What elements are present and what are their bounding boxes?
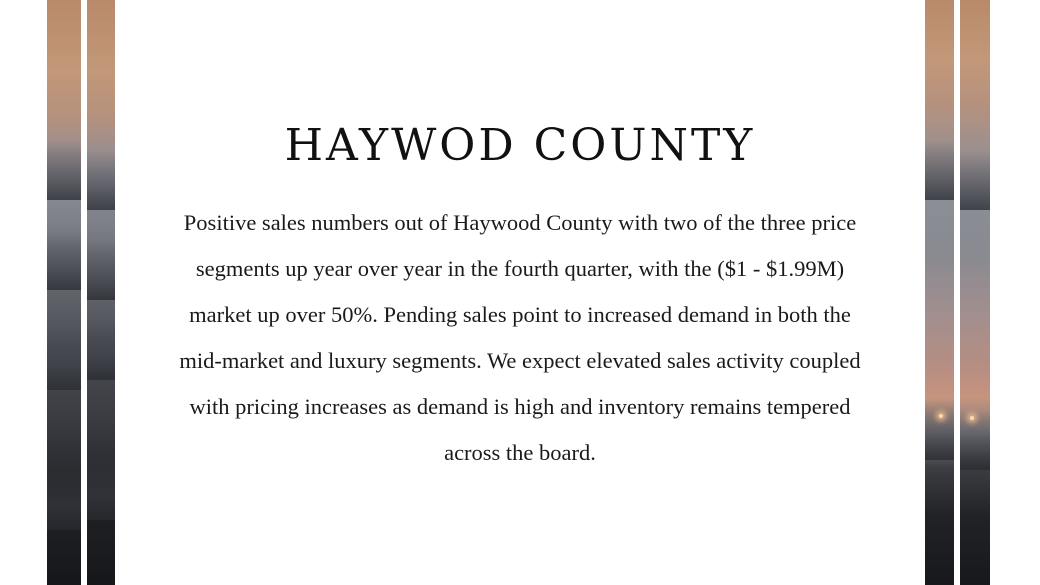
city-light-icon	[970, 416, 974, 420]
mountain-ridge-icon	[960, 150, 990, 210]
mountain-ridge-icon	[47, 140, 81, 200]
right-outer-mountain-strip	[960, 0, 990, 585]
mountain-ridge-icon	[960, 410, 990, 470]
mountain-ridge-icon	[925, 400, 954, 460]
mountain-ridge-icon	[87, 150, 115, 210]
mountain-ridge-icon	[47, 330, 81, 390]
city-light-icon	[939, 414, 943, 418]
content-block	[160, 118, 880, 476]
page-title: HAYWOD COUNTY	[284, 120, 756, 171]
summary-paragraph: Positive sales numbers out of Haywood County with two of the three price segments up year over year in the fourth quarter, with the ($1 - $1.99M) market up over 50%. Pending sales point to increased demand in both the mid-market and luxury segments. We expect elevated sales activity coupled with pricing increases as demand is high and inventory remains tempered across the board.	[179, 210, 861, 465]
mountain-ridge-icon	[925, 140, 954, 200]
left-outer-mountain-strip	[47, 0, 81, 585]
left-inner-mountain-strip	[87, 0, 115, 585]
right-inner-mountain-strip	[925, 0, 954, 585]
mountain-ridge-icon	[47, 470, 81, 530]
mountain-ridge-icon	[87, 320, 115, 380]
mountain-ridge-icon	[47, 230, 81, 290]
mountain-ridge-icon	[87, 460, 115, 520]
mountain-ridge-icon	[87, 240, 115, 300]
